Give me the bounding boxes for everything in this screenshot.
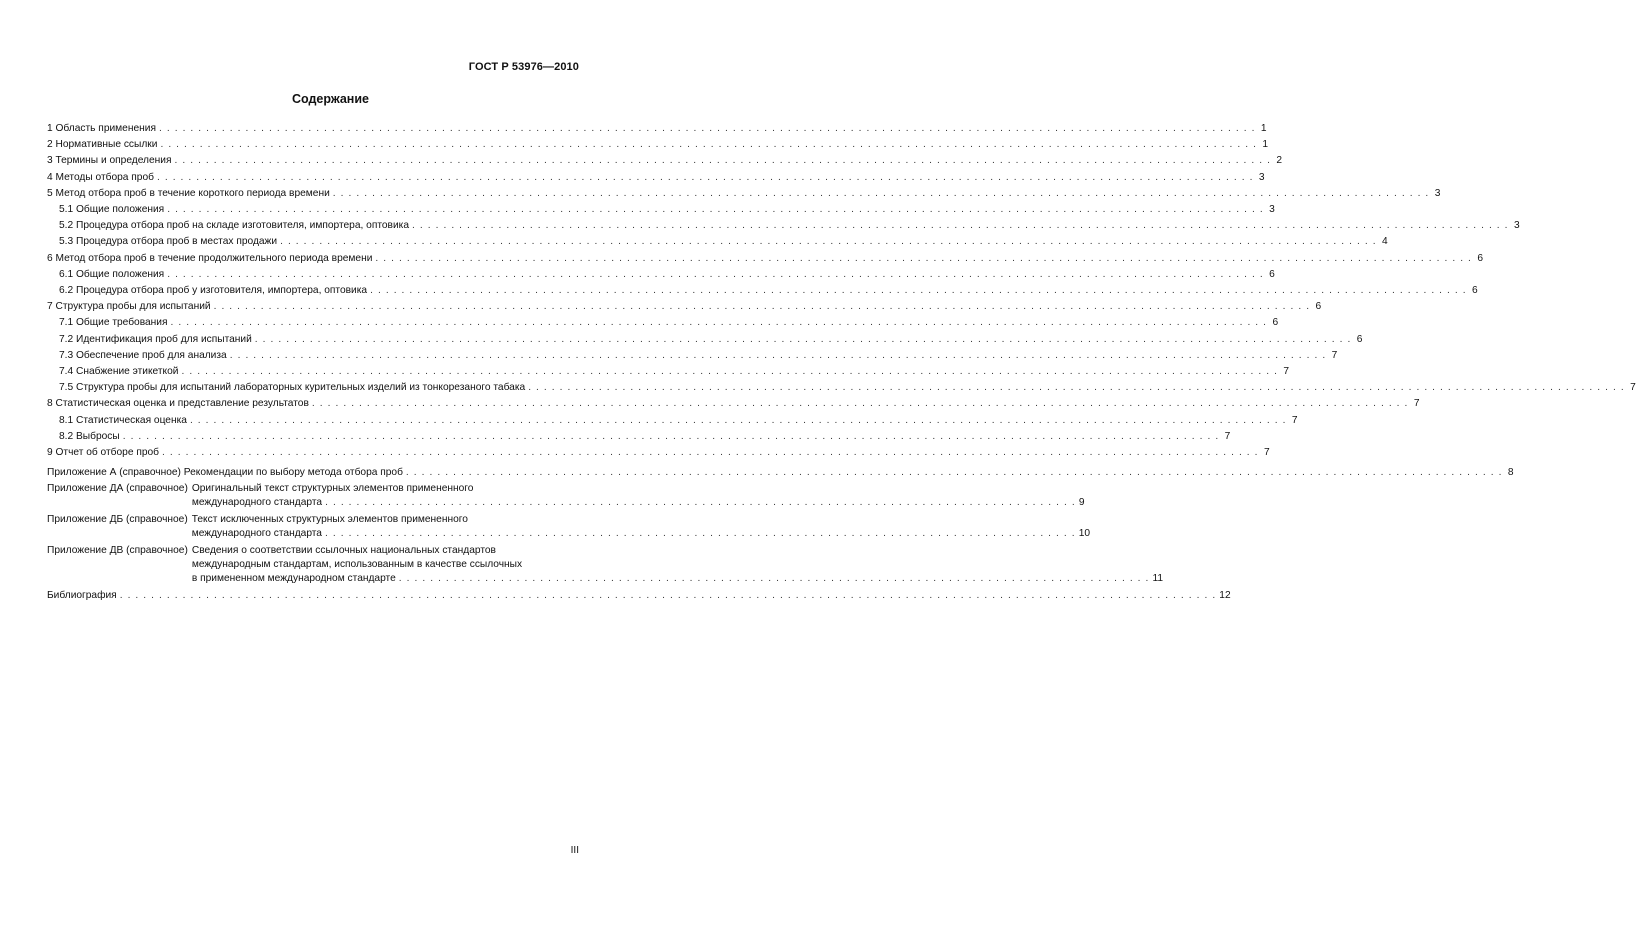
toc-entry-title: 7.2 Идентификация проб для испытаний: [59, 333, 252, 345]
toc-entry-page: 6: [1315, 301, 1322, 313]
toc-entry-title: Библиография: [47, 590, 117, 602]
toc-entry-title: 5 Метод отбора проб в течение короткого периода времени: [47, 187, 330, 199]
toc-entry-page: 7: [1413, 398, 1420, 410]
toc-entry-page: 8: [1507, 467, 1514, 479]
toc-entry-title: 7 Структура пробы для испытаний: [47, 301, 211, 313]
dot-leader: [406, 465, 1503, 481]
toc-entry-6[interactable]: [47, 251, 1483, 267]
appendix-title-line: Оригинальный текст структурных элементов примененного: [191, 483, 474, 495]
appendix-title-line: в примененном международном стандарте: [191, 573, 396, 585]
toc-entry-page: 12: [1219, 590, 1231, 602]
toc-entry-2[interactable]: [47, 137, 1269, 153]
toc-entry-8-2[interactable]: [47, 429, 1231, 445]
toc-entry-6-1[interactable]: [47, 267, 1275, 283]
toc-entry-title: 7.4 Снабжение этикеткой: [59, 366, 179, 378]
dot-leader: [190, 413, 1287, 429]
toc-entry-page: 7: [1291, 414, 1298, 426]
toc-entry-5-2[interactable]: [47, 218, 1520, 234]
toc-entry-7-4[interactable]: [47, 364, 1290, 380]
dot-leader: [412, 218, 1509, 234]
toc-entry-4[interactable]: [47, 170, 1265, 186]
toc-entry-bibliography[interactable]: [47, 588, 1231, 604]
toc-entry-page: 6: [1477, 252, 1483, 264]
page-number: III: [570, 845, 579, 856]
toc-entry-7[interactable]: [47, 299, 1322, 315]
toc-entry-8[interactable]: [47, 396, 1420, 412]
toc-entry-5[interactable]: [47, 186, 1441, 202]
appendix-title-line: международного стандарта: [191, 528, 322, 540]
toc-entry-7-3[interactable]: [47, 348, 1338, 364]
toc-entry-title: 4 Методы отбора проб: [47, 171, 154, 183]
dot-leader: [230, 348, 1327, 364]
dot-leader: [333, 186, 1430, 202]
toc-entry-5-3[interactable]: [47, 234, 1388, 250]
toc-entry-title: 7.5 Структура пробы для испытаний лабораторных курительных изделий из тонкорезаного табака: [59, 382, 526, 394]
dot-leader: [325, 496, 1076, 510]
toc-entry-title: 3 Термины и определения: [47, 155, 172, 167]
toc-entry-title: 5.3 Процедура отбора проб в местах продажи: [59, 236, 278, 248]
toc-entry-6-2[interactable]: [47, 283, 1478, 299]
toc-entry-page: 7: [1263, 447, 1270, 459]
toc-entry-page: 2: [1276, 155, 1283, 167]
toc-entry-7-1[interactable]: [47, 315, 1279, 331]
dot-leader: [370, 283, 1467, 299]
toc-entry-page: 3: [1269, 204, 1275, 216]
dot-leader: [174, 153, 1271, 169]
toc-entry-1[interactable]: [47, 121, 1267, 137]
toc-entry-page: 6: [1356, 333, 1363, 345]
toc-entry-title: 5.1 Общие положения: [59, 204, 165, 216]
toc-entry-page: 1: [1262, 139, 1269, 151]
toc-title: Содержание: [291, 92, 369, 106]
toc-entry-page: 7: [1630, 382, 1636, 394]
appendix-title-line: международным стандартам, использованным в качестве ссылочных: [191, 559, 523, 571]
toc-entry-page: 3: [1258, 171, 1265, 183]
toc-entry-page: 3: [1434, 187, 1441, 199]
table-of-contents: [47, 121, 1636, 605]
toc-entry-page: 1: [1260, 123, 1267, 134]
dot-leader: [312, 396, 1409, 412]
toc-entry-title: 2 Нормативные ссылки: [47, 139, 158, 151]
toc-entry-page: 9: [1078, 497, 1085, 509]
toc-entry-title: 1 Область применения: [47, 123, 156, 134]
appendix-prefix: Приложение ДА (справочное): [47, 483, 188, 495]
dot-leader: [159, 121, 1256, 137]
toc-entry-5-1[interactable]: [47, 202, 1275, 218]
dot-leader: [325, 527, 1076, 541]
toc-entry-title: 8.2 Выбросы: [59, 430, 120, 442]
toc-entry-page: 11: [1152, 573, 1164, 585]
toc-entry-page: 7: [1283, 366, 1290, 378]
toc-entry-page: 7: [1224, 430, 1231, 442]
dot-leader: [528, 380, 1625, 396]
toc-entry-title: 8 Статистическая оценка и представление результатов: [47, 398, 309, 410]
toc-entry-8-1[interactable]: [47, 413, 1298, 429]
appendix-title-line: Сведения о соответствии ссылочных национальных стандартов: [191, 545, 496, 557]
appendix-prefix: Приложение ДВ (справочное): [47, 545, 188, 557]
appendix-title-line: международного стандарта: [191, 497, 323, 509]
toc-entry-appendix-a[interactable]: [47, 465, 1514, 481]
dot-leader: [214, 299, 1311, 315]
dot-leader: [120, 588, 1217, 604]
appendix-prefix: Приложение ДБ (справочное): [47, 514, 188, 526]
toc-entry-title: 6.1 Общие положения: [59, 268, 165, 280]
dot-leader: [160, 137, 1257, 153]
toc-entry-page: 6: [1472, 285, 1478, 297]
toc-entry-appendix-dv[interactable]: [47, 544, 1164, 586]
dot-leader: [399, 572, 1150, 586]
toc-entry-title: 8.1 Статистическая оценка: [59, 414, 187, 426]
toc-entry-page: 6: [1269, 268, 1275, 280]
toc-entry-title: 7.1 Общие требования: [59, 317, 168, 329]
toc-entry-page: 3: [1513, 220, 1520, 232]
dot-leader: [167, 267, 1264, 283]
toc-entry-title: 9 Отчет об отборе проб: [47, 447, 160, 459]
document-code: ГОСТ Р 53976—2010: [468, 61, 579, 73]
dot-leader: [171, 315, 1268, 331]
toc-entry-title: 6.2 Процедура отбора проб у изготовителя, импортера, оптовика: [59, 285, 368, 297]
toc-entry-7-2[interactable]: [47, 332, 1363, 348]
appendix-title-line: Текст исключенных структурных элементов примененного: [191, 514, 468, 526]
toc-entry-page: 4: [1382, 236, 1388, 248]
toc-entry-page: 7: [1331, 349, 1338, 361]
toc-entry-page: 10: [1078, 528, 1091, 540]
dot-leader: [280, 234, 1377, 250]
toc-entry-page: 6: [1272, 317, 1279, 329]
toc-entry-title: 6 Метод отбора проб в течение продолжительного периода времени: [47, 252, 373, 264]
toc-entry-appendix-da[interactable]: [47, 482, 1085, 510]
dot-leader: [157, 170, 1254, 186]
toc-entry-title: 5.2 Процедура отбора проб на складе изготовителя, импортера, оптовика: [59, 220, 410, 232]
dot-leader: [255, 332, 1352, 348]
toc-entry-appendix-db[interactable]: [47, 513, 1091, 541]
dot-leader: [123, 429, 1220, 445]
dot-leader: [375, 251, 1472, 267]
dot-leader: [181, 364, 1278, 380]
dot-leader: [162, 445, 1259, 461]
toc-entry-9[interactable]: [47, 445, 1270, 461]
toc-entry-title: Приложение А (справочное) Рекомендации по выбору метода отбора проб: [47, 467, 403, 479]
dot-leader: [167, 202, 1264, 218]
toc-entry-title: 7.3 Обеспечение проб для анализа: [59, 349, 227, 361]
toc-entry-3[interactable]: [47, 153, 1283, 169]
toc-entry-7-5[interactable]: [47, 380, 1636, 396]
